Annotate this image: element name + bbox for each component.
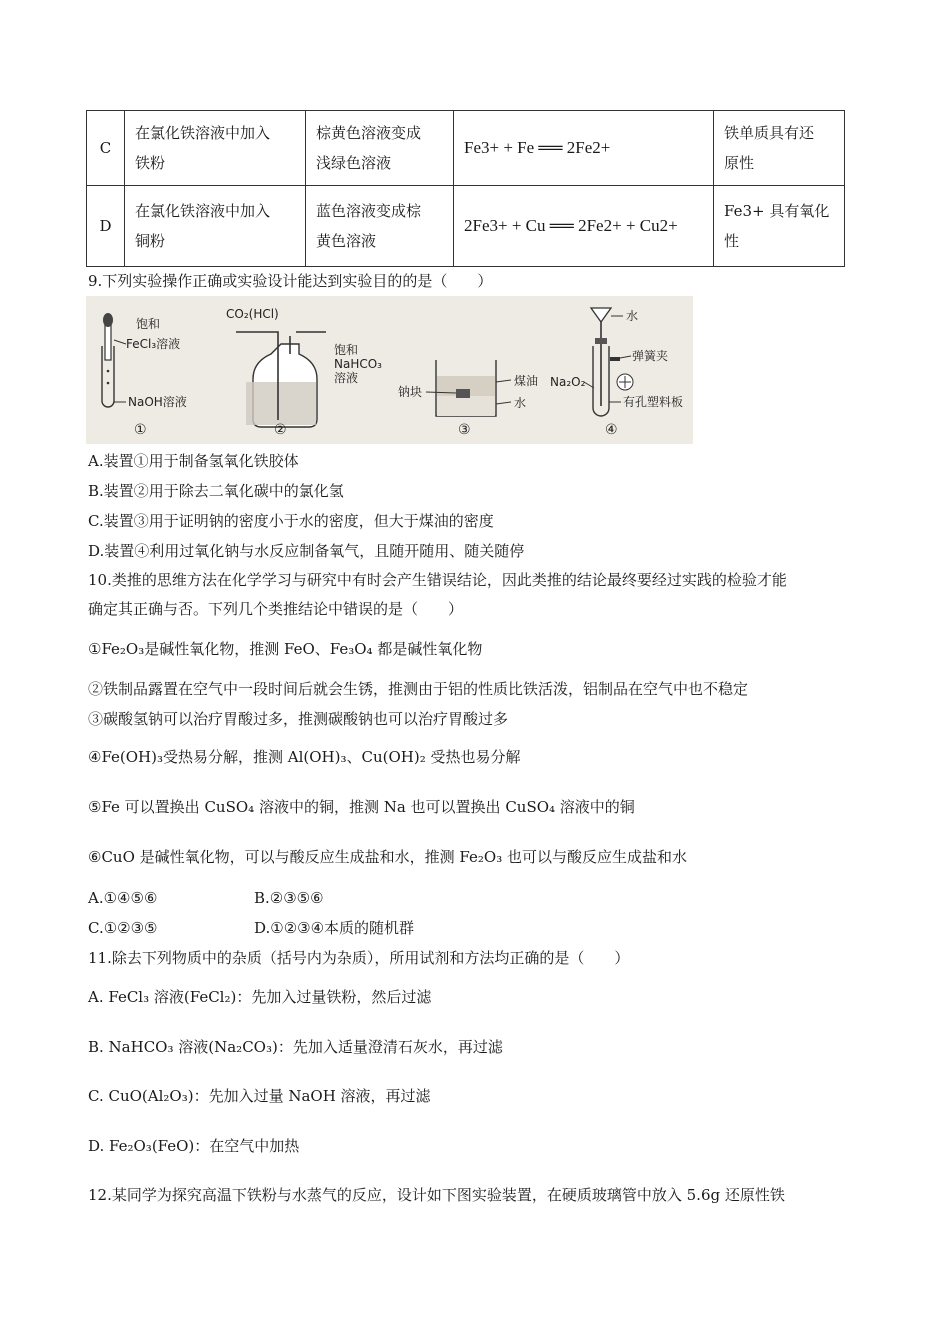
- conclusion-line: 铁单质具有还: [724, 124, 815, 142]
- label-a-fecl3: FeCl₃溶液: [126, 337, 181, 351]
- label-c-water: 水: [514, 396, 527, 410]
- phenomenon-line: 棕黄色溶液变成: [316, 124, 422, 142]
- q10-item-2: ②铁制品露置在空气中一段时间后就会生锈，推测由于铝的性质比铁活泼，铝制品在空气中也不稳定: [88, 680, 749, 698]
- label-c-sodium: 钠块: [398, 385, 423, 399]
- conclusion-cell: [714, 111, 845, 186]
- label-b-gas: CO₂(HCl): [226, 307, 279, 321]
- phenomenon-line: 黄色溶液: [316, 232, 377, 250]
- row-label: D: [87, 186, 125, 267]
- q11-option-d: D. Fe₂O₃(FeO)：在空气中加热: [88, 1137, 300, 1155]
- q12-stem: 12.某同学为探究高温下铁粉与水蒸气的反应，设计如下图实验装置，在硬质玻璃管中放入 5.6g 还原性铁: [88, 1186, 785, 1204]
- table-row: [87, 111, 845, 186]
- label-b-saturated: 饱和: [334, 343, 359, 357]
- label-a-naoh: NaOH溶液: [128, 395, 187, 409]
- q10-item-1: ①Fe₂O₃是碱性氧化物，推测 FeO、Fe₃O₄ 都是碱性氧化物: [88, 640, 483, 658]
- phenomenon-cell: [306, 111, 454, 186]
- q10-option-c: C.①②③⑤: [88, 919, 158, 937]
- equation-cell: [454, 111, 714, 186]
- q10-item-3: ③碳酸氢钠可以治疗胃酸过多，推测碳酸钠也可以治疗胃酸过多: [88, 710, 509, 728]
- q9-option-d: D.装置④利用过氧化钠与水反应制备氧气，且随开随用、随关随停: [88, 542, 525, 560]
- equation: 2Fe3+ + Cu ══ 2Fe2+ + Cu2+: [464, 216, 678, 235]
- conclusion-line: Fe3+ 具有氧化: [724, 202, 830, 220]
- q10-options-row2: [88, 917, 414, 939]
- q9-apparatus-figure: [86, 296, 693, 444]
- row-label: C: [87, 111, 125, 186]
- label-num1: ①: [134, 422, 147, 438]
- q9-stem: 9.下列实验操作正确或实验设计能达到实验目的的是（ ）: [88, 272, 493, 290]
- operation-cell: [125, 111, 306, 186]
- operation-line: 铜粉: [135, 232, 166, 250]
- operation-line: 铁粉: [135, 154, 166, 172]
- label-num3: ③: [458, 422, 471, 438]
- label-d-water: 水: [626, 309, 639, 323]
- q10-stem-line2: 确定其正确与否。下列几个类推结论中错误的是（ ）: [88, 600, 464, 618]
- operation-line: 在氯化铁溶液中加入: [135, 124, 271, 142]
- experiment-table: [86, 110, 845, 267]
- label-a-saturated: 饱和: [136, 317, 161, 331]
- q11-option-b: B. NaHCO₃ 溶液(Na₂CO₃)：先加入适量澄清石灰水，再过滤: [88, 1038, 503, 1056]
- label-num2: ②: [274, 422, 287, 438]
- q10-options-row1: [88, 887, 324, 909]
- q10-option-b: B.②③⑤⑥: [254, 889, 324, 907]
- operation-line: 在氯化铁溶液中加入: [135, 202, 271, 220]
- q9-option-a: A.装置①用于制备氢氧化铁胶体: [88, 452, 299, 470]
- phenomenon-cell: [306, 186, 454, 267]
- phenomenon-line: 蓝色溶液变成棕: [316, 202, 422, 220]
- label-b-nahco3: NaHCO₃: [334, 357, 382, 371]
- q10-item-5: ⑤Fe 可以置换出 CuSO₄ 溶液中的铜，推测 Na 也可以置换出 CuSO₄ 溶液中的铜: [88, 798, 635, 816]
- conclusion-line: 性: [724, 232, 740, 250]
- q10-stem-line1: 10.类推的思维方法在化学学习与研究中有时会产生错误结论，因此类推的结论最终要经过实践的检验才能: [88, 571, 787, 589]
- phenomenon-line: 浅绿色溶液: [316, 154, 392, 172]
- label-d-clamp: 弹簧夹: [632, 349, 669, 363]
- label-d-plate: 有孔塑料板: [623, 395, 684, 409]
- conclusion-cell: [714, 186, 845, 267]
- label-d-na2o2: Na₂O₂: [550, 375, 586, 389]
- q10-item-6: ⑥CuO 是碱性氧化物，可以与酸反应生成盐和水，推测 Fe₂O₃ 也可以与酸反应生成盐和水: [88, 848, 687, 866]
- q10-option-d: D.①②③④本质的随机群: [254, 919, 415, 937]
- q9-option-b: B.装置②用于除去二氧化碳中的氯化氢: [88, 482, 344, 500]
- label-num4: ④: [605, 422, 618, 438]
- conclusion-line: 原性: [724, 154, 755, 172]
- table-row: [87, 186, 845, 267]
- operation-cell: [125, 186, 306, 267]
- q10-option-a: A.①④⑤⑥: [88, 889, 158, 907]
- q10-item-4: ④Fe(OH)₃受热易分解，推测 Al(OH)₃、Cu(OH)₂ 受热也易分解: [88, 748, 521, 766]
- q11-stem: 11.除去下列物质中的杂质（括号内为杂质），所用试剂和方法均正确的是（ ）: [88, 949, 630, 967]
- q9-option-c: C.装置③用于证明钠的密度小于水的密度，但大于煤油的密度: [88, 512, 494, 530]
- equation-cell: [454, 186, 714, 267]
- q11-option-c: C. CuO(Al₂O₃)：先加入过量 NaOH 溶液，再过滤: [88, 1087, 431, 1105]
- label-c-kerosene: 煤油: [514, 374, 539, 388]
- q11-option-a: A. FeCl₃ 溶液(FeCl₂)：先加入过量铁粉，然后过滤: [88, 988, 432, 1006]
- label-b-solution: 溶液: [334, 371, 359, 385]
- equation: Fe3+ + Fe ══ 2Fe2+: [464, 138, 611, 157]
